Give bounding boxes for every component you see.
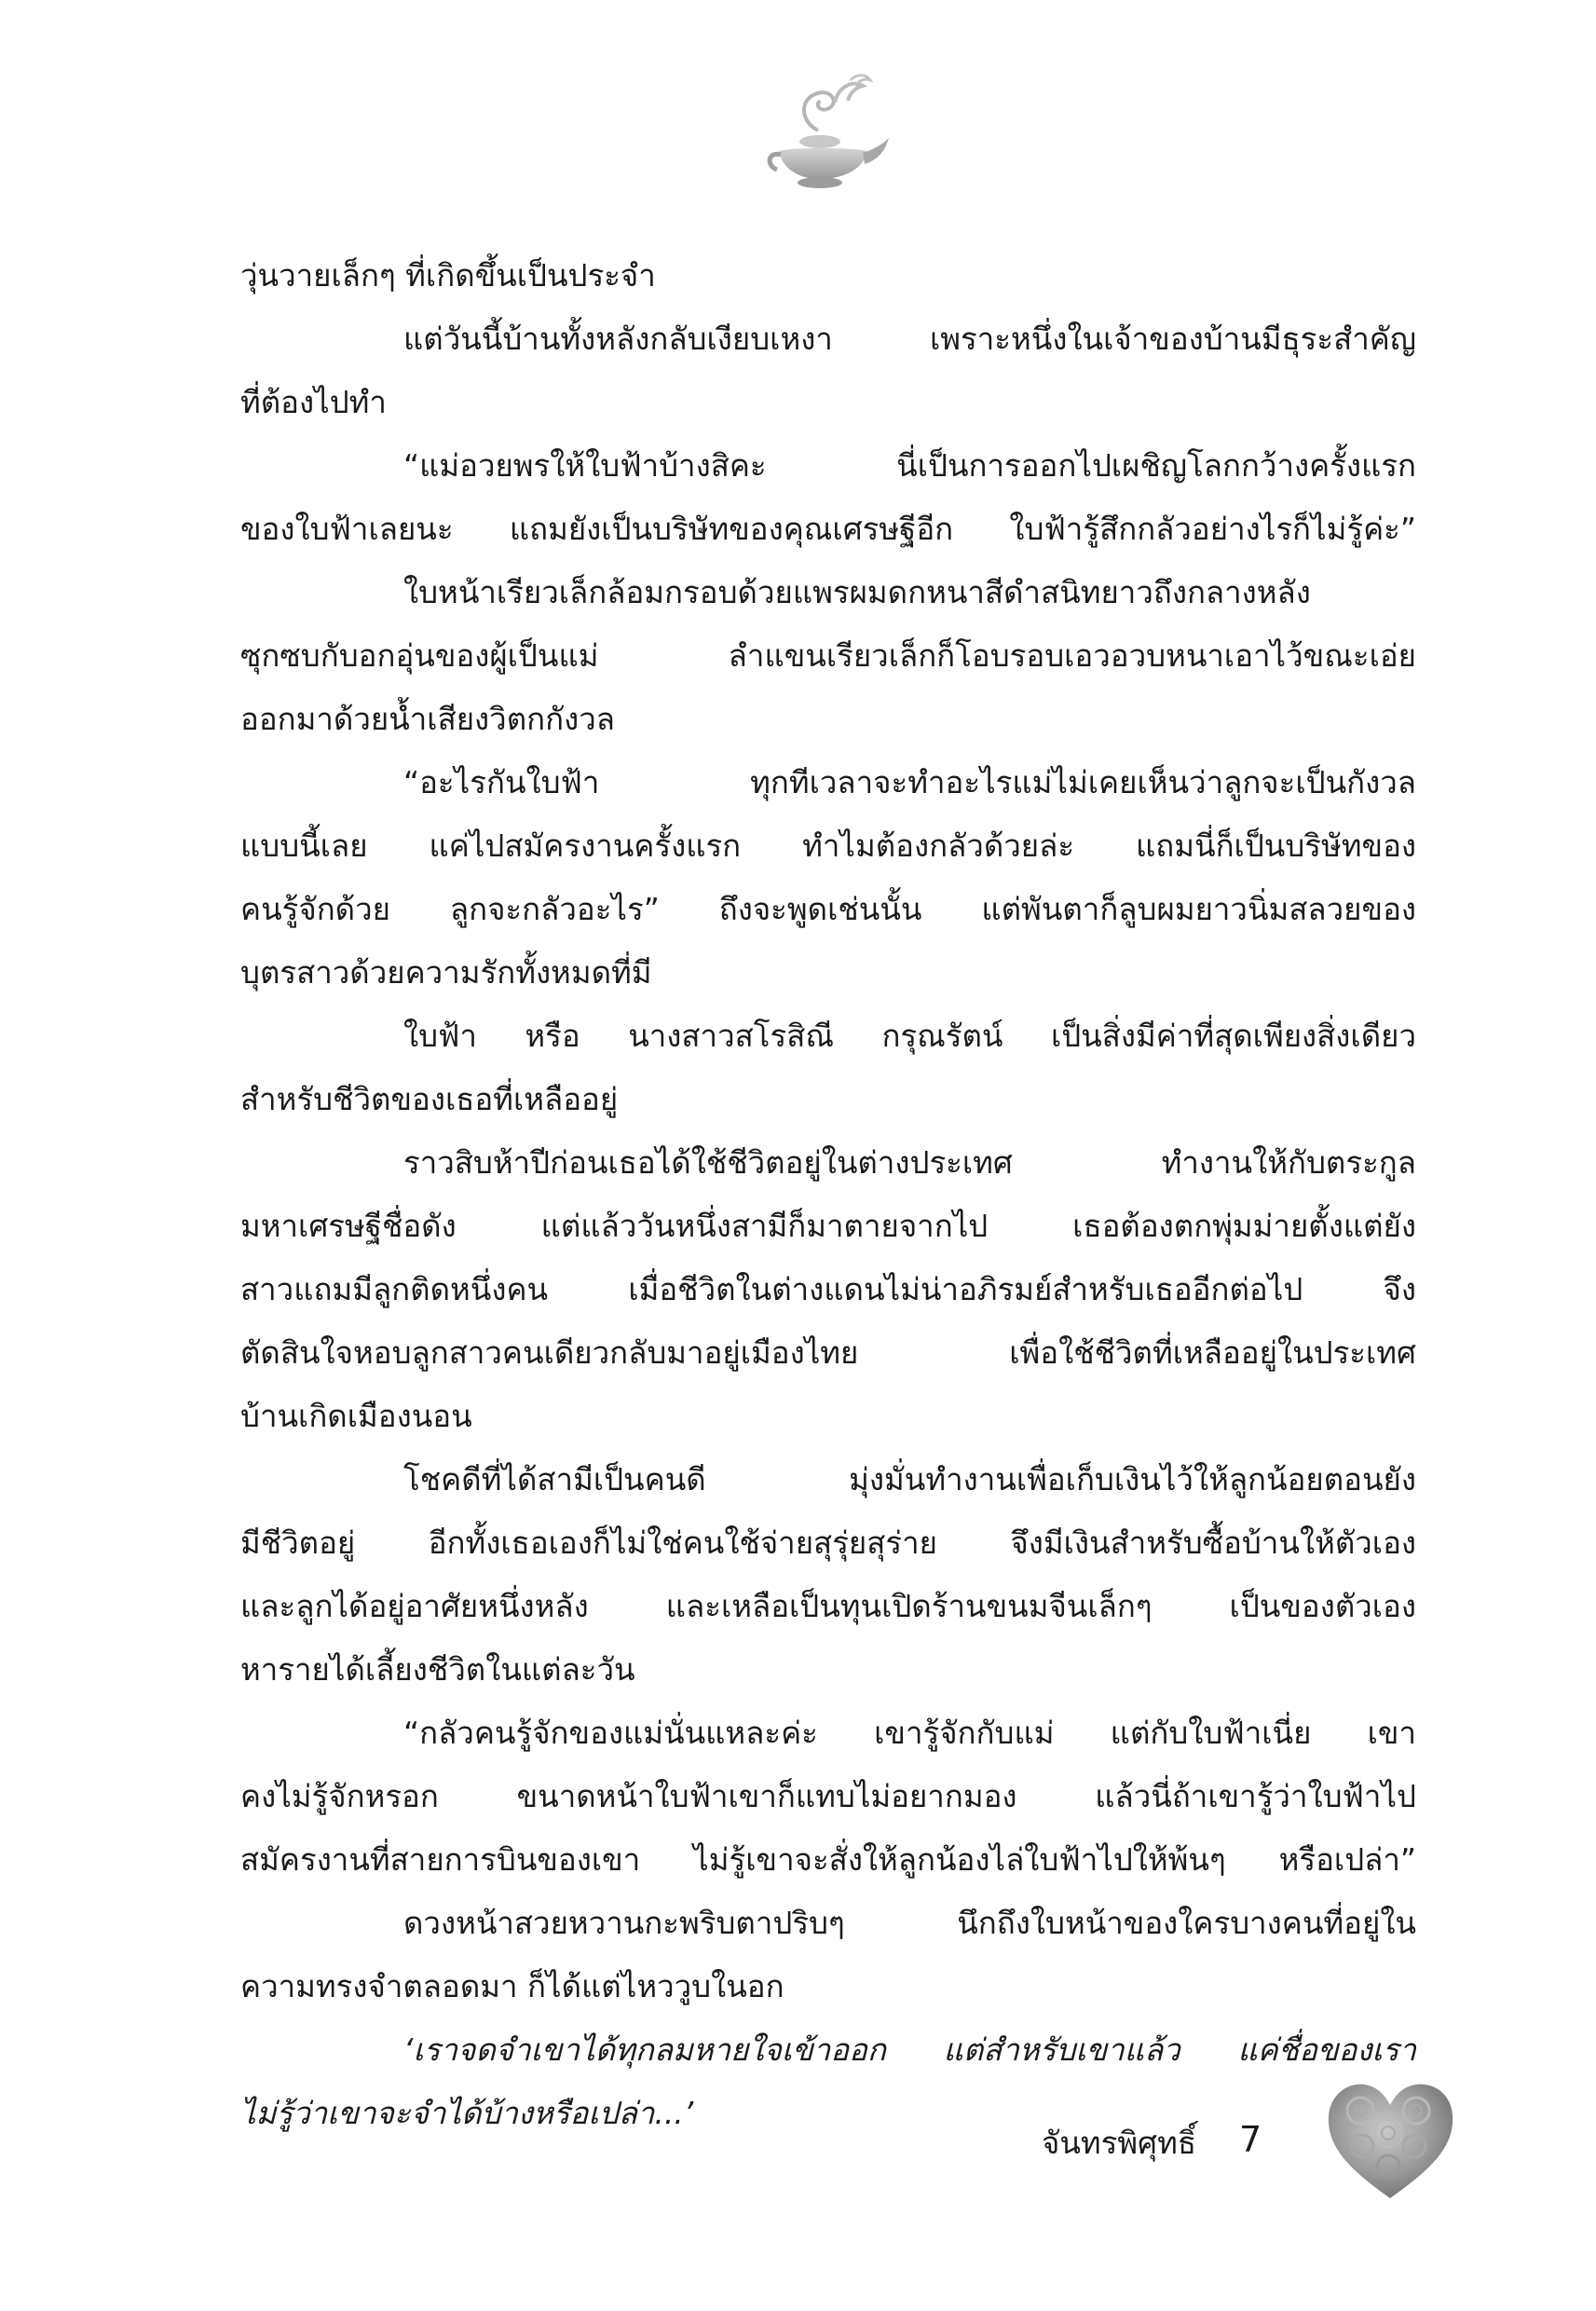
text-line: แต่วันนี้บ้านทั้งหลังกลับเงียบเหงา เพราะหนึ่งในเจ้าของบ้านมีธุระสำคัญ — [403, 321, 1416, 357]
text-line: ใบฟ้า หรือ นางสาวสโรสิณี กรุณรัตน์ เป็นสิ่งมีค่าที่สุดเพียงสิ่งเดียว — [403, 1018, 1416, 1054]
book-title: จันทรพิศุทธิ์ — [1042, 2125, 1196, 2161]
page-number: 7 — [1239, 2119, 1262, 2160]
text-line: โชคดีที่ได้สามีเป็นคนดี มุ่งมั่นทำงานเพื่อเก็บเงินไว้ให้ลูกน้อยตอนยัง — [403, 1461, 1416, 1497]
text-line: ซุกซบกับอกอุ่นของผู้เป็นแม่ ลำแขนเรียวเล็กก็โอบรอบเอวอวบหนาเอาไว้ขณะเอ่ย — [240, 637, 1416, 674]
text-line: ไม่รู้ว่าเขาจะจำได้บ้างหรือเปล่า...’ — [240, 2095, 694, 2131]
text-line: สมัครงานที่สายการบินของเขา ไม่รู้เขาจะสั่งให้ลูกน้องไล่ใบฟ้าไปให้พ้นๆ หรือเปล่า” — [240, 1841, 1416, 1878]
text-line: ออกมาด้วยน้ำเสียงวิตกกังวล — [240, 701, 615, 737]
text-line: คงไม่รู้จักหรอก ขนาดหน้าใบฟ้าเขาก็แทบไม่อยากมอง แล้วนี่ถ้าเขารู้ว่าใบฟ้าไป — [240, 1778, 1416, 1814]
text-line: ราวสิบห้าปีก่อนเธอได้ใช้ชีวิตอยู่ในต่างประเทศ ทำงานให้กับตระกูล — [403, 1144, 1416, 1181]
text-line: มหาเศรษฐีชื่อดัง แต่แล้ววันหนึ่งสามีก็มาตายจากไป เธอต้องตกพุ่มม่ายตั้งแต่ยัง — [240, 1208, 1416, 1244]
text-line: ดวงหน้าสวยหวานกะพริบตาปริบๆ นึกถึงใบหน้าของใครบางคนที่อยู่ใน — [403, 1905, 1416, 1941]
text-line: บุตรสาวด้วยความรักทั้งหมดที่มี — [240, 954, 652, 991]
text-line: หารายได้เลี้ยงชีวิตในแต่ละวัน — [240, 1651, 635, 1688]
text-line: ‘เราจดจำเขาได้ทุกลมหายใจเข้าออก แต่สำหรับเขาแล้ว แค่ชื่อของเรา — [403, 2031, 1416, 2068]
text-line: ของใบฟ้าเลยนะ แถมยังเป็นบริษัทของคุณเศรษฐีอีก ใบฟ้ารู้สึกกลัวอย่างไรก็ไม่รู้ค่ะ” — [240, 511, 1416, 547]
text-line: สำหรับชีวิตของเธอที่เหลืออยู่ — [240, 1081, 619, 1117]
text-line: ใบหน้าเรียวเล็กล้อมกรอบด้วยแพรผมดกหนาสีดำสนิทยาวถึงกลางหลัง — [403, 574, 1311, 610]
text-line: มีชีวิตอยู่ อีกทั้งเธอเองก็ไม่ใช่คนใช้จ่ายสุรุ่ยสุร่าย จึงมีเงินสำหรับซื้อบ้านให้ตัวเอง — [240, 1525, 1416, 1561]
text-line: บ้านเกิดเมืองนอน — [240, 1398, 472, 1434]
body-text — [240, 244, 1416, 2145]
text-line: ที่ต้องไปทำ — [240, 384, 387, 420]
text-line: “อะไรกันใบฟ้า ทุกทีเวลาจะทำอะไรแม่ไม่เคยเห็นว่าลูกจะเป็นกังวล — [403, 764, 1416, 800]
text-line: ตัดสินใจหอบลูกสาวคนเดียวกลับมาอยู่เมืองไทย เพื่อใช้ชีวิตที่เหลืออยู่ในประเทศ — [240, 1334, 1416, 1371]
text-line: ความทรงจำตลอดมา ก็ได้แต่ไหววูบในอก — [240, 1968, 784, 2004]
text-line: และลูกได้อยู่อาศัยหนึ่งหลัง และเหลือเป็นทุนเปิดร้านขนมจีนเล็กๆ เป็นของตัวเอง — [240, 1588, 1416, 1624]
text-line: วุ่นวายเล็กๆ ที่เกิดขึ้นเป็นประจำ — [240, 257, 656, 294]
text-line: “กลัวคนรู้จักของแม่นั่นแหละค่ะ เขารู้จักกับแม่ แต่กับใบฟ้าเนี่ย เขา — [403, 1715, 1416, 1751]
text-line: แบบนี้เลย แค่ไปสมัครงานครั้งแรก ทำไมต้องกลัวด้วยล่ะ แถมนี่ก็เป็นบริษัทของ — [240, 827, 1416, 864]
genie-lamp-icon — [762, 65, 893, 196]
text-line: สาวแถมมีลูกติดหนึ่งคน เมื่อชีวิตในต่างแดนไม่น่าอภิรมย์สำหรับเธออีกต่อไป จึง — [240, 1271, 1416, 1307]
text-line: “แม่อวยพรให้ใบฟ้าบ้างสิคะ นี่เป็นการออกไปเผชิญโลกกว้างครั้งแรก — [403, 447, 1416, 484]
rose-heart-icon — [1323, 2073, 1458, 2204]
text-line: คนรู้จักด้วย ลูกจะกลัวอะไร” ถึงจะพูดเช่นนั้น แต่พันตาก็ลูบผมยาวนิ่มสลวยของ — [240, 891, 1416, 927]
